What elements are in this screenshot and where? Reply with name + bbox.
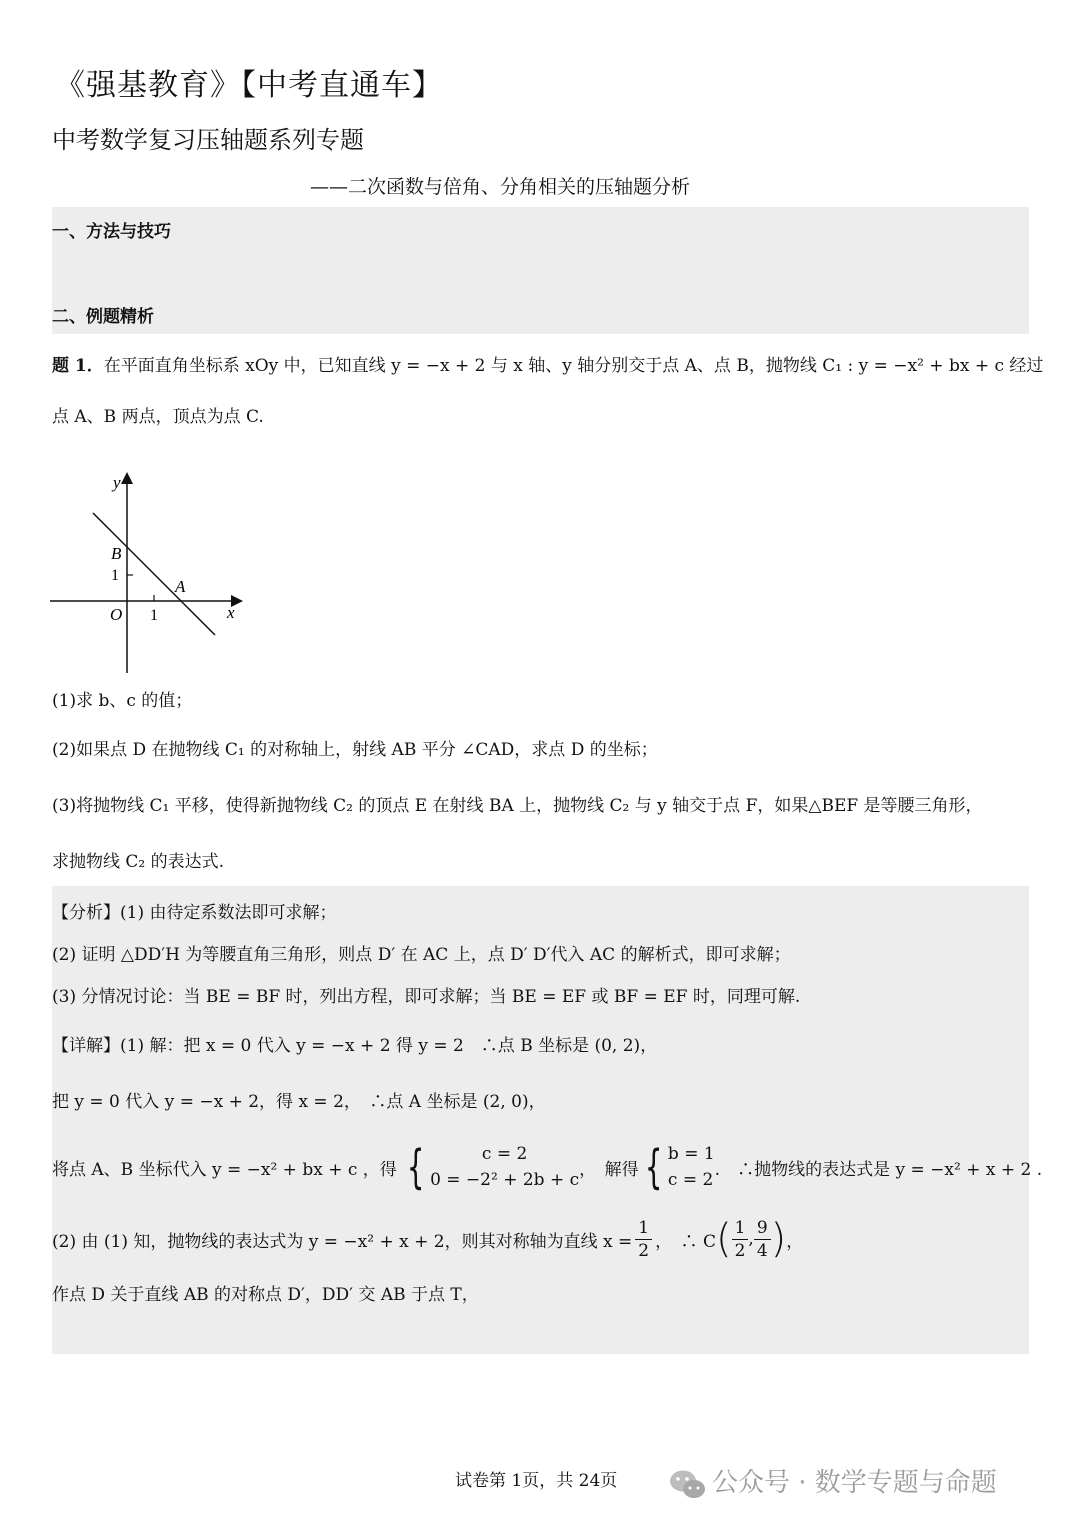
problem-label: 题 1． <box>52 356 104 376</box>
analysis-3: (3) 分情况讨论：当 BE = BF 时，列出方程，即可求解；当 BE = EF 或 BF = EF 时，同理可解. <box>52 987 801 1007</box>
label-b: B <box>111 544 122 563</box>
point-c: ( $\frac{1}{2}$ , $\frac{9}{4}$ ) <box>715 1216 787 1262</box>
label-a: A <box>175 577 186 596</box>
system-2-eq1: b = 1 <box>667 1144 715 1164</box>
fraction-num: 1 <box>635 1217 652 1240</box>
page-footer: 试卷第 1页，共 24页 <box>455 1471 618 1491</box>
point-c-x-den: 2 <box>734 1240 746 1261</box>
system-2-eq2: c = 2 <box>667 1170 714 1190</box>
system-2 <box>639 1141 715 1193</box>
point-c-y-den: 4 <box>756 1240 768 1261</box>
system-1-eq1: c = 2 <box>481 1144 528 1164</box>
problem-text-1: 在平面直角坐标系 xOy 中，已知直线 y = −x + 2 与 x 轴、y 轴分别交于点 A、点 B，抛物线 C₁ : y = −x² + bx + c 经过 <box>103 356 1044 376</box>
section-examples: 二、例题精析 <box>52 307 154 327</box>
label-one-x: 1 <box>150 607 158 624</box>
analysis-2: (2) 证明 △DD′H 为等腰直角三角形，则点 D′ 在 AC 上，点 D′ D′代入 AC 的解析式，即可求解； <box>52 945 791 965</box>
label-o: O <box>110 605 123 624</box>
watermark: 公众号 · 数学专题与命题 <box>712 1468 997 1498</box>
brace-1: { <box>406 1140 425 1194</box>
label-y: y <box>113 473 121 492</box>
system-1 <box>401 1141 579 1193</box>
question-1: (1)求 b、c 的值； <box>52 691 193 711</box>
problem-line-1 <box>52 351 1043 376</box>
detail-2: 把 y = 0 代入 y = −x + 2，得 x = 2， ∴点 A 坐标是 (2, 0)， <box>52 1092 546 1112</box>
question-2: (2)如果点 D 在抛物线 C₁ 的对称轴上，射线 AB 平分 ∠CAD，求点 D 的坐标； <box>52 740 658 760</box>
section-methods: 一、方法与技巧 <box>52 222 171 242</box>
detail-4-pre: (2) 由 (1) 知，抛物线的表达式为 y = −x² + x + 2，则其对称轴为直线 x = <box>52 1231 633 1252</box>
detail-3-mid: ， 解得 <box>579 1159 639 1180</box>
detail-4-post: ， <box>786 1231 804 1252</box>
question-3b: 求抛物线 C₂ 的表达式. <box>52 852 225 872</box>
question-3a: (3)将抛物线 C₁ 平移，使得新抛物线 C₂ 的顶点 E 在射线 BA 上，抛物线 C₂ 与 y 轴交于点 F，如果△BEF 是等腰三角形， <box>52 796 983 816</box>
detail-1: 【详解】(1) 解：把 x = 0 代入 y = −x + 2 得 y = 2 ∴点 B 坐标是 (0, 2)， <box>52 1036 658 1056</box>
wechat-icon <box>668 1468 708 1502</box>
detail-4 <box>52 1216 803 1262</box>
label-one-y: 1 <box>111 567 119 584</box>
subtitle: ——二次函数与倍角、分角相关的压轴题分析 <box>310 176 691 198</box>
problem-line-2: 点 A、B 两点，顶点为点 C. <box>52 407 264 427</box>
detail-3-post: . ∴抛物线的表达式是 y = −x² + x + 2 . <box>714 1159 1043 1180</box>
fraction-den: 2 <box>638 1240 650 1261</box>
system-1-eq2: 0 = −2² + 2b + c <box>430 1170 580 1190</box>
detail-4-mid: ， ∴ C <box>655 1231 716 1252</box>
analysis-1: 【分析】(1) 由待定系数法即可求解； <box>52 903 337 923</box>
detail-3 <box>52 1141 1042 1193</box>
fraction-half <box>635 1217 652 1262</box>
point-c-y-num: 9 <box>754 1217 771 1240</box>
coordinate-figure <box>45 468 255 678</box>
point-c-x-num: 1 <box>732 1217 749 1240</box>
section-box <box>52 207 1029 334</box>
brand-title: 《强基教育》【中考直通车】 <box>55 68 443 103</box>
brace-2: { <box>644 1140 663 1194</box>
label-x: x <box>227 603 235 622</box>
detail-3-pre: 将点 A、B 坐标代入 y = −x² + bx + c ，得 <box>52 1159 397 1180</box>
series-title: 中考数学复习压轴题系列专题 <box>52 126 364 154</box>
detail-5: 作点 D 关于直线 AB 的对称点 D′，DD′ 交 AB 于点 T， <box>52 1285 479 1305</box>
